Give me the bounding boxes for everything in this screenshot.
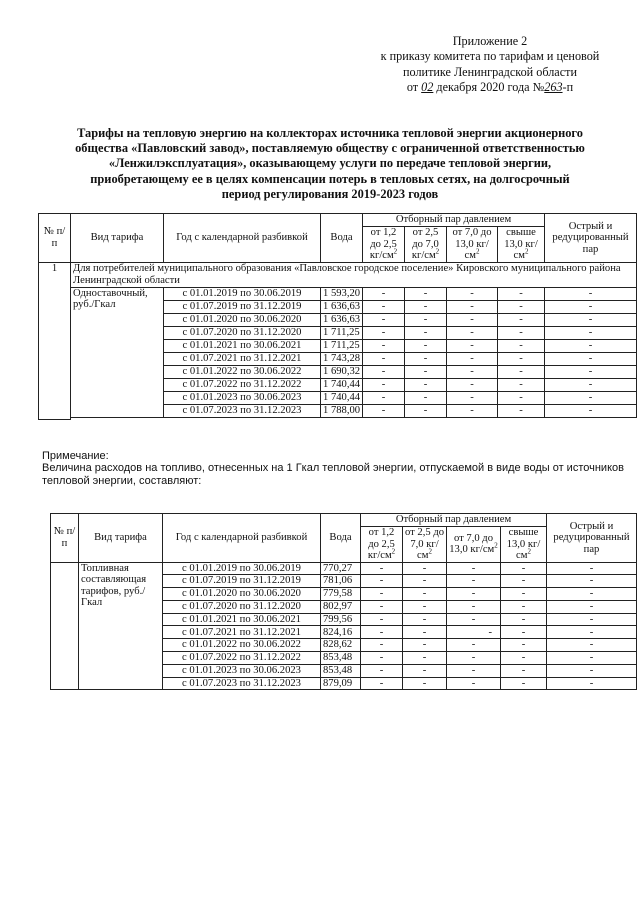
note-block — [42, 450, 632, 487]
steam2-cell: - — [405, 313, 447, 326]
steam1-cell: - — [361, 677, 403, 690]
period-cell: с 01.07.2019 по 31.12.2019 — [164, 300, 321, 313]
number-suffix: -п — [562, 80, 574, 95]
period-cell: с 01.07.2021 по 31.12.2021 — [163, 626, 321, 639]
water-cell: 1 593,20 — [321, 287, 363, 300]
steam3-cell: - — [447, 652, 501, 665]
water-cell: 1 690,32 — [321, 365, 363, 378]
steam2-cell: - — [403, 562, 447, 575]
steam2-cell: - — [403, 575, 447, 588]
steam2-cell: - — [405, 287, 447, 300]
handwritten-number: 263 — [544, 80, 563, 95]
steam1-cell: - — [361, 575, 403, 588]
steam2-cell: - — [403, 588, 447, 601]
steam1-cell: - — [361, 562, 403, 575]
sharp-steam-cell: - — [545, 391, 637, 404]
appendix-line: к приказу комитета по тарифам и ценовой — [380, 49, 600, 64]
header-tariff-type: Вид тарифа — [79, 514, 163, 563]
water-cell: 802,97 — [321, 600, 361, 613]
steam2-cell: - — [403, 677, 447, 690]
steam3-cell: - — [447, 326, 498, 339]
steam3-cell: - — [447, 613, 501, 626]
header-water: Вода — [321, 514, 361, 563]
title-line: период регулирования 2019-2023 годов — [221, 186, 439, 201]
steam2-cell: - — [405, 300, 447, 313]
water-cell: 1 636,63 — [321, 300, 363, 313]
steam1-cell: - — [363, 287, 405, 300]
sharp-steam-cell: - — [545, 365, 637, 378]
water-cell: 828,62 — [321, 639, 361, 652]
note-label: Примечание: — [42, 450, 109, 462]
water-cell: 1 740,44 — [321, 391, 363, 404]
steam4-cell: - — [501, 664, 547, 677]
steam3-cell: - — [447, 639, 501, 652]
header-sharp-steam: Острый и редуцированный пар — [545, 214, 637, 263]
title-line: общества «Павловский завод», поставляемую обществу с ограниченной ответственностью — [75, 141, 585, 156]
table-bottom-spacer — [71, 417, 637, 419]
steam2-cell: - — [405, 391, 447, 404]
note-text: Величина расходов на топливо, отнесенных на 1 Гкал тепловой энергии, отпускаемой в виде воды от источников тепловой энергии, составляют: — [42, 462, 624, 487]
steam4-cell: - — [501, 652, 547, 665]
sharp-steam-cell: - — [547, 600, 637, 613]
steam1-cell: - — [363, 391, 405, 404]
steam4-cell: - — [501, 600, 547, 613]
date-mid: декабря 2020 года № — [433, 80, 545, 95]
steam3-cell: - — [447, 287, 498, 300]
steam1-cell: - — [361, 664, 403, 677]
sharp-steam-cell: - — [547, 575, 637, 588]
steam1-cell: - — [363, 326, 405, 339]
header-num: № п/п — [39, 214, 71, 263]
sharp-steam-cell: - — [545, 300, 637, 313]
steam2-cell: - — [403, 652, 447, 665]
water-cell: 879,09 — [321, 677, 361, 690]
steam3-cell: - — [447, 677, 501, 690]
header-steam-2: от 2,5 до 7,0 $кг/см^2$ — [403, 527, 447, 563]
steam3-cell: - — [447, 378, 498, 391]
header-steam-group: Отборный пар давлением — [361, 514, 547, 527]
header-steam-4: свыше 13,0 $кг/см^2$ — [498, 227, 545, 263]
steam3-cell: - — [447, 600, 501, 613]
water-cell: 1 636,63 — [321, 313, 363, 326]
period-cell: с 01.07.2020 по 31.12.2020 — [164, 326, 321, 339]
sharp-steam-cell: - — [545, 339, 637, 352]
section-title: Для потребителей муниципального образования «Павловское городское поселение» Кировского муниципального района Ленинградской области — [71, 262, 637, 287]
steam4-cell: - — [498, 365, 545, 378]
header-water: Вода — [321, 214, 363, 263]
sharp-steam-cell: - — [547, 588, 637, 601]
sharp-steam-cell: - — [545, 378, 637, 391]
handwritten-day: 02 — [421, 80, 434, 95]
steam3-cell: - — [447, 575, 501, 588]
steam3-cell: - — [447, 626, 501, 639]
steam1-cell: - — [361, 588, 403, 601]
steam3-cell: - — [447, 313, 498, 326]
sharp-steam-cell: - — [547, 652, 637, 665]
steam2-cell: - — [405, 378, 447, 391]
header-steam-1: от 1,2 до 2,5 $кг/см^2$ — [363, 227, 405, 263]
steam1-cell: - — [363, 300, 405, 313]
period-cell: с 01.07.2023 по 31.12.2023 — [164, 404, 321, 417]
steam4-cell: - — [501, 626, 547, 639]
title-line: «Ленжилэксплуатация», оказывающему услуги по передаче тепловой энергии, — [108, 156, 552, 171]
period-cell: с 01.07.2021 по 31.12.2021 — [164, 352, 321, 365]
tariff-type-cell: Одноставочный, руб./Гкал — [71, 287, 164, 417]
header-steam-1: от 1,2 до 2,5 $кг/см^2$ — [361, 527, 403, 563]
document-title — [40, 126, 620, 202]
header-period: Год с календарной разбивкой — [163, 514, 321, 563]
steam4-cell: - — [498, 352, 545, 365]
steam2-cell: - — [403, 664, 447, 677]
sharp-steam-cell: - — [545, 404, 637, 417]
steam2-cell: - — [405, 326, 447, 339]
steam3-cell: - — [447, 588, 501, 601]
steam4-cell: - — [498, 339, 545, 352]
steam2-cell: - — [403, 626, 447, 639]
period-cell: с 01.01.2023 по 30.06.2023 — [164, 391, 321, 404]
steam4-cell: - — [498, 378, 545, 391]
sharp-steam-cell: - — [545, 313, 637, 326]
water-cell: 1 743,28 — [321, 352, 363, 365]
appendix-header — [340, 34, 640, 96]
period-cell: с 01.01.2019 по 30.06.2019 — [164, 287, 321, 300]
sharp-steam-cell: - — [545, 326, 637, 339]
sharp-steam-cell: - — [545, 287, 637, 300]
sharp-steam-cell: - — [547, 677, 637, 690]
header-tariff-type: Вид тарифа — [71, 214, 164, 263]
period-cell: с 01.01.2019 по 30.06.2019 — [163, 562, 321, 575]
header-num: № п/п — [51, 514, 79, 563]
appendix-date-line — [340, 80, 640, 95]
period-cell: с 01.07.2023 по 31.12.2023 — [163, 677, 321, 690]
period-cell: с 01.01.2021 по 30.06.2021 — [164, 339, 321, 352]
sharp-steam-cell: - — [545, 352, 637, 365]
period-cell: с 01.07.2022 по 31.12.2022 — [163, 652, 321, 665]
steam1-cell: - — [363, 352, 405, 365]
steam3-cell: - — [447, 404, 498, 417]
steam4-cell: - — [498, 287, 545, 300]
steam1-cell: - — [363, 378, 405, 391]
steam4-cell: - — [501, 588, 547, 601]
table-row — [39, 287, 637, 300]
steam4-cell: - — [498, 391, 545, 404]
steam4-cell: - — [501, 613, 547, 626]
sharp-steam-cell: - — [547, 664, 637, 677]
steam1-cell: - — [363, 313, 405, 326]
steam1-cell: - — [361, 613, 403, 626]
period-cell: с 01.01.2021 по 30.06.2021 — [163, 613, 321, 626]
appendix-line: политике Ленинградской области — [403, 64, 577, 79]
steam3-cell: - — [447, 339, 498, 352]
steam2-cell: - — [403, 613, 447, 626]
steam1-cell: - — [361, 626, 403, 639]
period-cell: с 01.01.2023 по 30.06.2023 — [163, 664, 321, 677]
steam4-cell: - — [501, 677, 547, 690]
steam1-cell: - — [361, 600, 403, 613]
water-cell: 781,06 — [321, 575, 361, 588]
tariff-type-cell: Топливная составляющая тарифов, руб./Гкал — [79, 562, 163, 690]
sharp-steam-cell: - — [547, 639, 637, 652]
steam2-cell: - — [403, 600, 447, 613]
period-cell: с 01.01.2020 по 30.06.2020 — [164, 313, 321, 326]
fuel-component-table — [50, 513, 637, 690]
steam3-cell: - — [447, 391, 498, 404]
sharp-steam-cell: - — [547, 613, 637, 626]
steam3-cell: - — [447, 352, 498, 365]
water-cell: 1 711,25 — [321, 339, 363, 352]
steam3-cell: - — [447, 365, 498, 378]
sharp-steam-cell: - — [547, 562, 637, 575]
period-cell: с 01.01.2020 по 30.06.2020 — [163, 588, 321, 601]
water-cell: 853,48 — [321, 664, 361, 677]
header-period: Год с календарной разбивкой — [164, 214, 321, 263]
header-steam-4: свыше 13,0 $кг/см^2$ — [501, 527, 547, 563]
sharp-steam-cell: - — [547, 626, 637, 639]
water-cell: 799,56 — [321, 613, 361, 626]
appendix-line: Приложение 2 — [452, 34, 528, 48]
steam2-cell: - — [405, 404, 447, 417]
steam2-cell: - — [405, 339, 447, 352]
period-cell: с 01.07.2022 по 31.12.2022 — [164, 378, 321, 391]
steam4-cell: - — [501, 575, 547, 588]
water-cell: 779,58 — [321, 588, 361, 601]
water-cell: 1 711,25 — [321, 326, 363, 339]
steam1-cell: - — [361, 639, 403, 652]
section-num: 1 — [39, 262, 71, 419]
steam4-cell: - — [498, 404, 545, 417]
period-cell: с 01.01.2022 по 30.06.2022 — [164, 365, 321, 378]
date-prefix: от — [406, 80, 422, 95]
steam2-cell: - — [403, 639, 447, 652]
water-cell: 1 788,00 — [321, 404, 363, 417]
period-cell: с 01.01.2022 по 30.06.2022 — [163, 639, 321, 652]
steam4-cell: - — [501, 562, 547, 575]
water-cell: 770,27 — [321, 562, 361, 575]
header-steam-group: Отборный пар давлением — [363, 214, 545, 227]
period-cell: с 01.07.2019 по 31.12.2019 — [163, 575, 321, 588]
header-steam-3: от 7,0 до 13,0 $кг/см^2$ — [447, 527, 501, 563]
period-cell: с 01.07.2020 по 31.12.2020 — [163, 600, 321, 613]
steam1-cell: - — [361, 652, 403, 665]
water-cell: 1 740,44 — [321, 378, 363, 391]
steam4-cell: - — [498, 300, 545, 313]
steam2-cell: - — [405, 352, 447, 365]
steam2-cell: - — [405, 365, 447, 378]
steam4-cell: - — [501, 639, 547, 652]
steam1-cell: - — [363, 339, 405, 352]
water-cell: 824,16 — [321, 626, 361, 639]
steam4-cell: - — [498, 313, 545, 326]
num-cell-empty — [51, 562, 79, 690]
steam4-cell: - — [498, 326, 545, 339]
header-sharp-steam: Острый и редуцированный пар — [547, 514, 637, 563]
steam3-cell: - — [447, 664, 501, 677]
steam1-cell: - — [363, 404, 405, 417]
header-steam-2: от 2,5 до 7,0 $кг/см^2$ — [405, 227, 447, 263]
steam3-cell: - — [447, 300, 498, 313]
header-steam-3: от 7,0 до 13,0 $кг/см^2$ — [447, 227, 498, 263]
tariff-table — [38, 213, 637, 420]
steam1-cell: - — [363, 365, 405, 378]
table-row — [51, 562, 637, 575]
title-line: Тарифы на тепловую энергию на коллекторах источника тепловой энергии акционерного — [77, 126, 583, 140]
water-cell: 853,48 — [321, 652, 361, 665]
title-line: приобретающему ее в целях компенсации потерь в тепловых сетях, на долгосрочный — [90, 171, 570, 186]
steam3-cell: - — [447, 562, 501, 575]
